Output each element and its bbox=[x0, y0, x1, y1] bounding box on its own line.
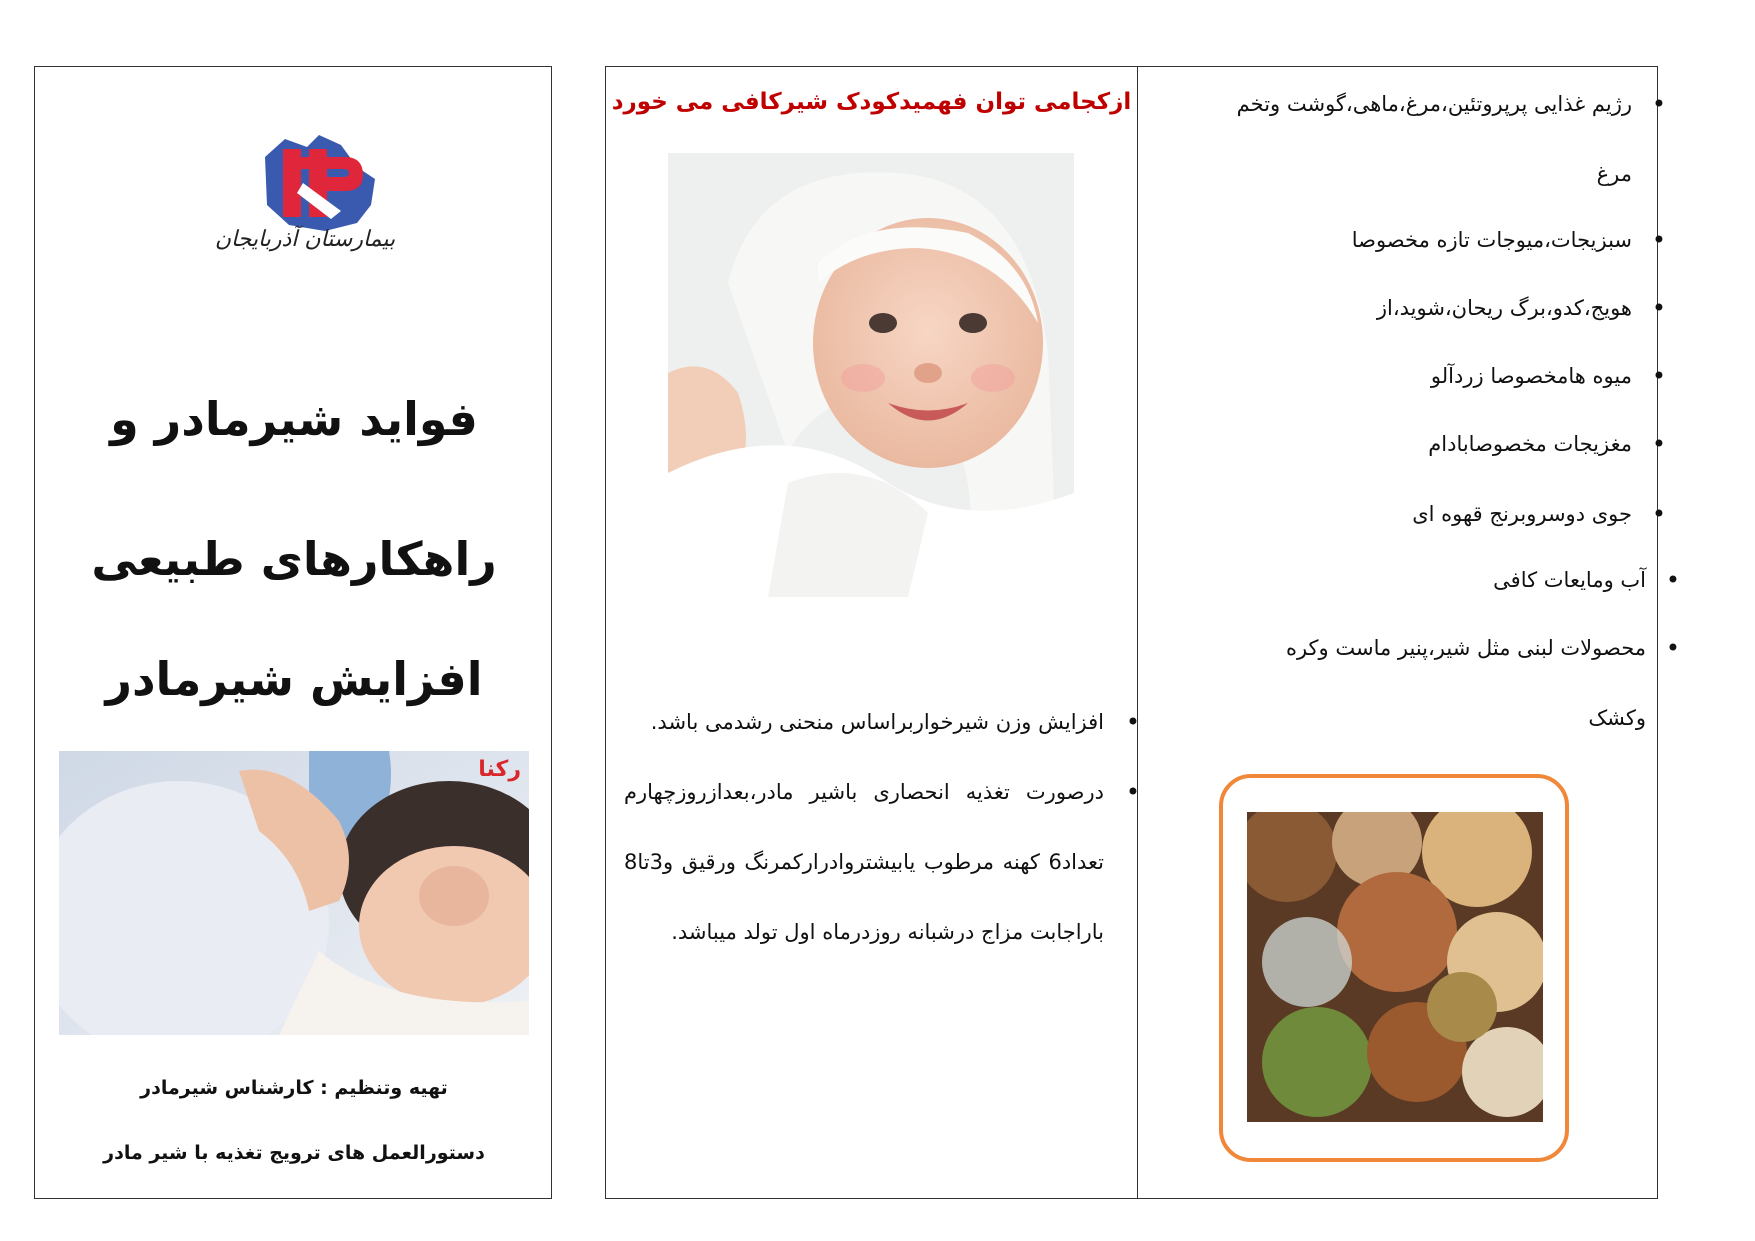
title-line-1: فواید شیرمادر و bbox=[110, 392, 478, 446]
mid-bullet-diapers: • درصورت تغذیه انحصاری باشیر مادر،بعدازروزچهارم تعداد6 کهنه مرطوب یابیشتروادرارکمرنگ ورقیق و3تا8 باراجابت مزاج درشبانه روزدرماه اول تولد میباشد. bbox=[624, 757, 1104, 967]
right-bullet-herbs: • هویج،کدو،برگ ریحان،شوید،از bbox=[1212, 273, 1632, 343]
right-bullet-grains: • جوی دوسروبرنج قهوه ای bbox=[1212, 479, 1632, 549]
right-bullet-vegetables: • سبزیجات،میوجات تازه مخصوصا bbox=[1212, 205, 1632, 275]
title-line-2: راهکارهای طبیعی bbox=[91, 532, 497, 586]
cover-panel bbox=[34, 66, 552, 1199]
mid-bullet-list bbox=[624, 687, 1144, 967]
watermark-text: رکنا bbox=[478, 757, 521, 782]
right-bullet-dairy: • محصولات لبنی مثل شیر،پنیر ماست وکره وکشک bbox=[1226, 613, 1646, 753]
inner-panel bbox=[605, 66, 1658, 1199]
right-bullet-fruits: • میوه هامخصوصا زردآلو bbox=[1212, 341, 1632, 411]
mid-heading: ازکجامی توان فهمیدکودک شیرکافی می خورد bbox=[611, 89, 1132, 115]
baby-photo bbox=[668, 153, 1074, 597]
right-bullet-water: • آب ومایعات کافی bbox=[1226, 545, 1646, 615]
guideline-credit: دستورالعمل های ترویج تغذیه با شیر مادر bbox=[103, 1142, 485, 1164]
column-divider bbox=[1137, 67, 1138, 1198]
right-bullet-nuts: • مغزیجات مخصوصابادام bbox=[1212, 409, 1632, 479]
nuts-photo-frame bbox=[1219, 774, 1569, 1162]
logo-caption: بیمارستان آذربایجان bbox=[214, 227, 396, 252]
prepared-by-credit: تهیه وتنظیم : کارشناس شیرمادر bbox=[140, 1077, 448, 1099]
mid-bullet-weight: • افزایش وزن شیرخواربراساس منحنی رشدمی باشد. bbox=[624, 687, 1104, 757]
nuts-photo bbox=[1247, 812, 1543, 1122]
breastfeeding-photo bbox=[59, 751, 529, 1035]
right-bullet-protein: • رژیم غذایی پرپروتئین،مرغ،ماهی،گوشت وتخم مرغ bbox=[1212, 69, 1632, 209]
title-line-3: افزایش شیرمادر bbox=[105, 652, 483, 706]
